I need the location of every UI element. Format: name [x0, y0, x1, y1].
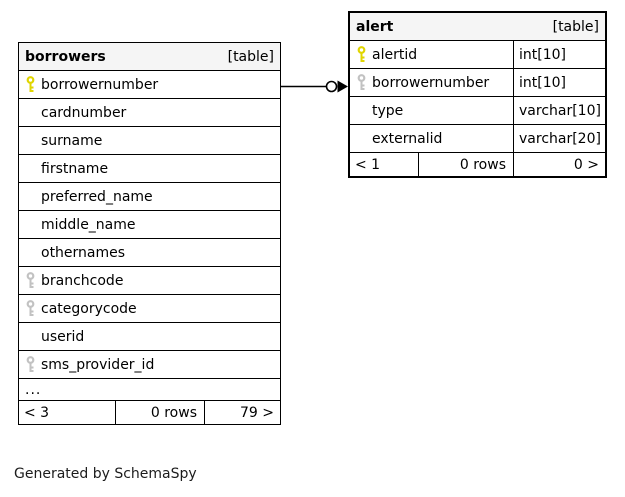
column-name-cell — [350, 97, 513, 124]
column-row-borrowernumber — [19, 71, 280, 99]
column-row-firstname — [19, 155, 280, 183]
column-row-categorycode — [19, 295, 280, 323]
column-list-borrowers — [19, 71, 280, 379]
column-name: cardnumber — [41, 104, 127, 121]
key-icon-slot — [26, 216, 35, 233]
column-name-cell — [350, 41, 513, 68]
column-row-surname — [19, 127, 280, 155]
generator-credit: Generated by SchemaSpy — [14, 466, 197, 482]
foreign-key-icon — [26, 356, 35, 373]
foreign-key-icon — [357, 74, 366, 91]
table-type-badge: [table] — [227, 48, 274, 65]
key-icon-slot — [26, 300, 35, 317]
column-row-borrowernumber — [350, 69, 605, 97]
footer-rows-cell: 0 rows — [418, 153, 513, 176]
column-row-othernames — [19, 239, 280, 267]
column-row-branchcode — [19, 267, 280, 295]
column-row-externalid — [350, 125, 605, 153]
column-name-cell — [19, 351, 280, 378]
column-type: int[10] — [513, 69, 605, 96]
column-name-cell — [19, 267, 280, 294]
column-name-cell — [350, 125, 513, 152]
key-icon-slot — [26, 356, 35, 373]
relationship-connector — [281, 76, 348, 97]
table-title-borrowers[interactable]: borrowers — [25, 48, 106, 65]
foreign-key-icon — [26, 272, 35, 289]
column-name: alertid — [372, 46, 418, 63]
column-name-cell — [19, 71, 280, 98]
column-type: varchar[10] — [513, 97, 605, 124]
column-row-userid — [19, 323, 280, 351]
key-icon-slot — [357, 130, 366, 147]
footer-left-cell: < 3 — [24, 404, 50, 421]
column-name: preferred_name — [41, 188, 153, 205]
table-node-borrowers[interactable] — [18, 42, 281, 425]
column-name: middle_name — [41, 216, 136, 233]
column-name: userid — [41, 328, 85, 345]
primary-key-icon — [357, 46, 366, 63]
column-row-cardnumber — [19, 99, 280, 127]
column-name-cell — [19, 155, 280, 182]
table-title-alert[interactable]: alert — [356, 18, 394, 35]
column-row-middle_name — [19, 211, 280, 239]
column-name-cell — [19, 183, 280, 210]
table-type-badge: [table] — [552, 18, 599, 35]
column-row-type — [350, 97, 605, 125]
table-footer-alert — [350, 153, 605, 176]
column-name: categorycode — [41, 300, 137, 317]
key-icon-slot — [26, 160, 35, 177]
key-icon-slot — [26, 104, 35, 121]
column-name-cell — [19, 127, 280, 154]
table-footer-borrowers — [19, 401, 280, 424]
column-name-cell — [19, 211, 280, 238]
column-name-cell — [19, 239, 280, 266]
foreign-key-icon — [26, 300, 35, 317]
footer-rows-cell: 0 rows — [115, 401, 204, 424]
truncated-columns-indicator: ... — [19, 379, 280, 401]
key-icon-slot — [26, 132, 35, 149]
column-type: varchar[20] — [513, 125, 605, 152]
column-name-cell — [19, 323, 280, 350]
key-icon-slot — [26, 76, 35, 93]
column-name: sms_provider_id — [41, 356, 155, 373]
column-name: borrowernumber — [41, 76, 159, 93]
key-icon-slot — [26, 244, 35, 261]
column-name-cell — [19, 295, 280, 322]
footer-left-cell: < 1 — [355, 156, 381, 173]
column-type: int[10] — [513, 41, 605, 68]
table-header-alert — [350, 13, 605, 41]
table-header-borrowers — [19, 43, 280, 71]
column-list-alert — [350, 41, 605, 153]
column-name-cell — [19, 99, 280, 126]
key-icon-slot — [357, 46, 366, 63]
column-row-alertid — [350, 41, 605, 69]
key-icon-slot — [357, 102, 366, 119]
column-name-cell — [350, 69, 513, 96]
column-name: surname — [41, 132, 103, 149]
footer-right-cell: 79 > — [204, 401, 280, 424]
key-icon-slot — [26, 272, 35, 289]
column-row-sms_provider_id — [19, 351, 280, 379]
primary-key-icon — [26, 76, 35, 93]
column-name: firstname — [41, 160, 109, 177]
footer-right-cell: 0 > — [513, 153, 605, 176]
key-icon-slot — [357, 74, 366, 91]
column-name: externalid — [372, 130, 443, 147]
column-name: type — [372, 102, 404, 119]
key-icon-slot — [26, 188, 35, 205]
table-node-alert[interactable] — [348, 11, 607, 178]
column-name: branchcode — [41, 272, 124, 289]
column-name: borrowernumber — [372, 74, 490, 91]
column-name: othernames — [41, 244, 126, 261]
key-icon-slot — [26, 328, 35, 345]
column-row-preferred_name — [19, 183, 280, 211]
